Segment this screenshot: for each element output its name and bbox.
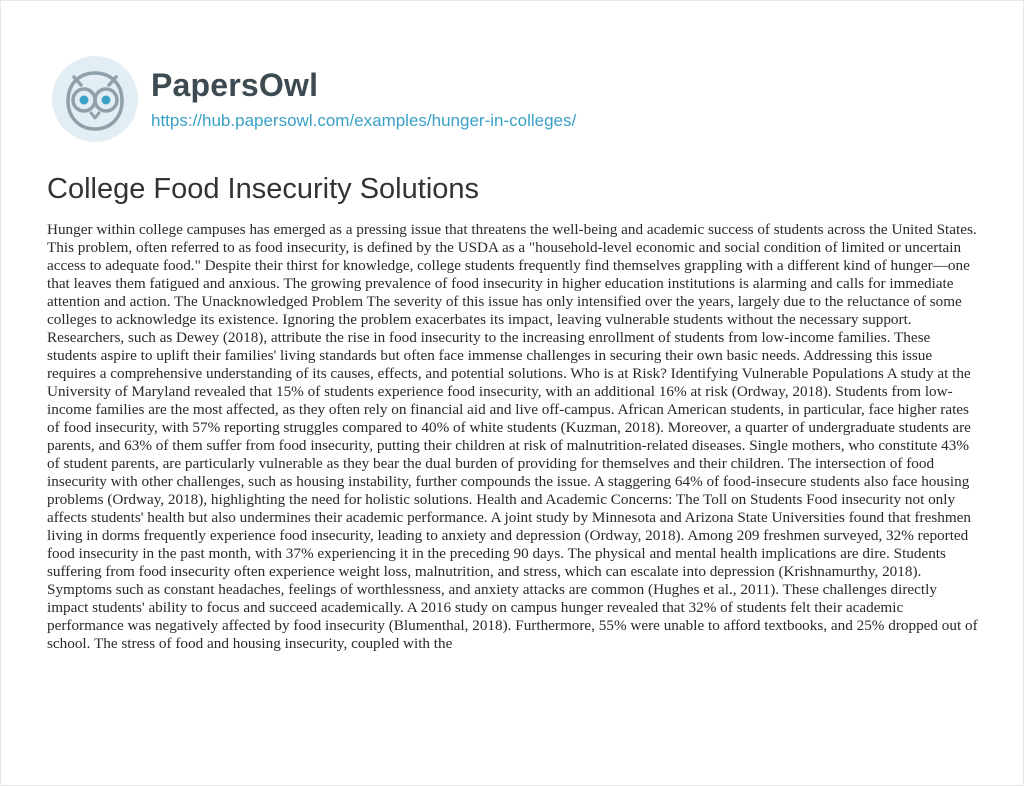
- owl-logo-icon: [51, 55, 139, 143]
- brand-name: PapersOwl: [151, 67, 319, 103]
- site-header: [51, 59, 576, 139]
- brand-block: [151, 66, 576, 132]
- page-title: College Food Insecurity Solutions: [47, 173, 480, 205]
- source-url-link[interactable]: https://hub.papersowl.com/examples/hunger-in-colleges/: [151, 111, 577, 130]
- document-body-text: Hunger within college campuses has emerged as a pressing issue that threatens the well-being and academic success of students across the United States. This problem, often referred to as food insecurity, is defined by the USDA as a "household-level economic and social condition of limited or uncertain access to adequate food." Despite their thirst for knowledge, college students frequently find themselves grappling with a different kind of hunger—one that leaves them fatigued and anxious. The growing prevalence of food insecurity in higher education institutions is alarming and calls for immediate attention and action. The Unacknowledged Problem The severity of this issue has only intensified over the years, largely due to the reluctance of some colleges to acknowledge its existence. Ignoring the problem exacerbates its impact, leaving vulnerable students without the necessary support. Researchers, such as Dewey (2018), attribute the rise in food insecurity to the increasing enrollment of students from low-income families. These students aspire to uplift their families' living standards but often face immense challenges in securing their own basic needs. Addressing this issue requires a comprehensive understanding of its causes, effects, and potential solutions. Who is at Risk? Identifying Vulnerable Populations A study at the University of Maryland revealed that 15% of students experience food insecurity, with an additional 16% at risk (Ordway, 2018). Students from low-income families are the most affected, as they often rely on financial aid and live off-campus. African American students, in particular, face higher rates of food insecurity, with 57% reporting struggles compared to 40% of white students (Kuzman, 2018). Moreover, a quarter of undergraduate students are parents, and 63% of them suffer from food insecurity, putting their children at risk of malnutrition-related diseases. Single mothers, who constitute 43% of student parents, are particularly vulnerable as they bear the dual burden of providing for themselves and their children. The intersection of food insecurity with other challenges, such as housing instability, further compounds the issue. A staggering 64% of food-insecure students also face housing problems (Ordway, 2018), highlighting the need for holistic solutions. Health and Academic Concerns: The Toll on Students Food insecurity not only affects students' health but also undermines their academic performance. A joint study by Minnesota and Arizona State Universities found that freshmen living in dorms frequently experience food insecurity, leading to anxiety and depression (Ordway, 2018). Among 209 freshmen surveyed, 32% reported food insecurity in the past month, with 37% experiencing it in the preceding 90 days. The physical and mental health implications are dire. Students suffering from food insecurity often experience weight loss, malnutrition, and stress, which can escalate into depression (Krishnamurthy, 2018). Symptoms such as constant headaches, feelings of worthlessness, and anxiety attacks are common (Hughes et al., 2011). These challenges directly impact students' ability to focus and succeed academically. A 2016 study on campus hunger revealed that 32% of students felt their academic performance was negatively affected by food insecurity (Blumenthal, 2018). Furthermore, 55% were unable to afford textbooks, and 25% dropped out of school. The stress of food and housing insecurity, coupled with the: [47, 221, 978, 652]
